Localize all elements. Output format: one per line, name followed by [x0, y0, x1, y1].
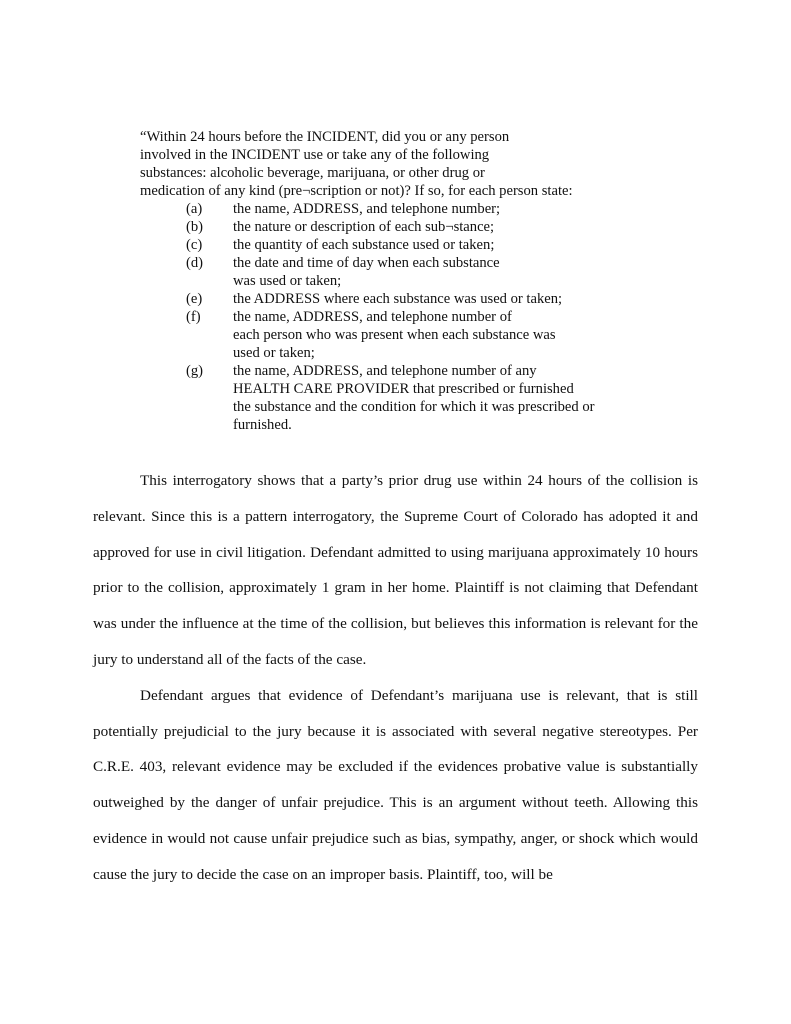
interrogatory-item-c — [140, 236, 660, 254]
item-text-line: furnished. — [233, 417, 292, 433]
quote-intro-line: involved in the INCIDENT use or take any of the following — [140, 147, 490, 163]
interrogatory-item-a — [140, 200, 660, 218]
item-text-line: used or taken; — [233, 345, 315, 361]
item-letter: (f) — [186, 309, 201, 325]
item-text-line: was used or taken; — [233, 273, 342, 289]
interrogatory-item-b — [140, 218, 660, 236]
item-text-line: the ADDRESS where each substance was used or taken; — [233, 291, 563, 307]
item-text-line: HEALTH CARE PROVIDER that prescribed or furnished — [233, 381, 574, 397]
item-text-line: the name, ADDRESS, and telephone number of any — [233, 363, 537, 379]
item-letter: (g) — [186, 363, 204, 379]
item-letter: (c) — [186, 237, 203, 253]
item-letter: (b) — [186, 219, 204, 235]
paragraph-relevance: This interrogatory shows that a party’s prior drug use within 24 hours of the collision is relevant. Since this is a pattern interrogatory, the Supreme Court of Colorado has adopted it and approved for use in civil litigation. Defendant admitted to using marijuana approximately 10 hours prior to the collision, approximately 1 gram in her home. Plaintiff is not claiming that Defendant was under the influence at the time of the collision, but believes this information is relevant for the jury to understand all of the facts of the case. — [93, 472, 698, 668]
body-text — [93, 463, 698, 893]
paragraph-prejudice: Defendant argues that evidence of Defendant’s marijuana use is relevant, that is still potentially prejudicial to the jury because it is associated with several negative stereotypes. Per C.R.E. 403, relevant evidence may be excluded if the evidences probative value is substantially outweighed by the danger of unfair prejudice. This is an argument without teeth. Allowing this evidence in would not cause unfair prejudice such as bias, sympathy, anger, or shock which would cause the jury to decide the case on an improper basis. Plaintiff, too, will be — [93, 686, 698, 883]
item-text-line: the substance and the condition for which it was prescribed or — [233, 399, 595, 415]
interrogatory-quote — [140, 128, 660, 434]
item-letter: (e) — [186, 291, 203, 307]
interrogatory-item-g — [140, 362, 660, 434]
interrogatory-item-e — [140, 290, 660, 308]
item-letter: (a) — [186, 201, 203, 217]
item-text-line: the quantity of each substance used or taken; — [233, 237, 495, 253]
quote-intro-line: substances: alcoholic beverage, marijuana, or other drug or — [140, 165, 485, 181]
item-text-line: the nature or description of each sub¬stance; — [233, 219, 495, 235]
interrogatory-item-d — [140, 254, 660, 290]
item-text-line: each person who was present when each substance was — [233, 327, 556, 343]
item-text-line: the name, ADDRESS, and telephone number of — [233, 309, 512, 325]
quote-intro-line: medication of any kind (pre¬scription or not)? If so, for each person state: — [140, 183, 573, 199]
item-text-line: the date and time of day when each substance — [233, 255, 500, 271]
item-letter: (d) — [186, 255, 204, 271]
item-text-line: the name, ADDRESS, and telephone number; — [233, 201, 501, 217]
quote-intro-line: “Within 24 hours before the INCIDENT, did you or any person — [140, 129, 510, 145]
interrogatory-item-f — [140, 308, 660, 362]
